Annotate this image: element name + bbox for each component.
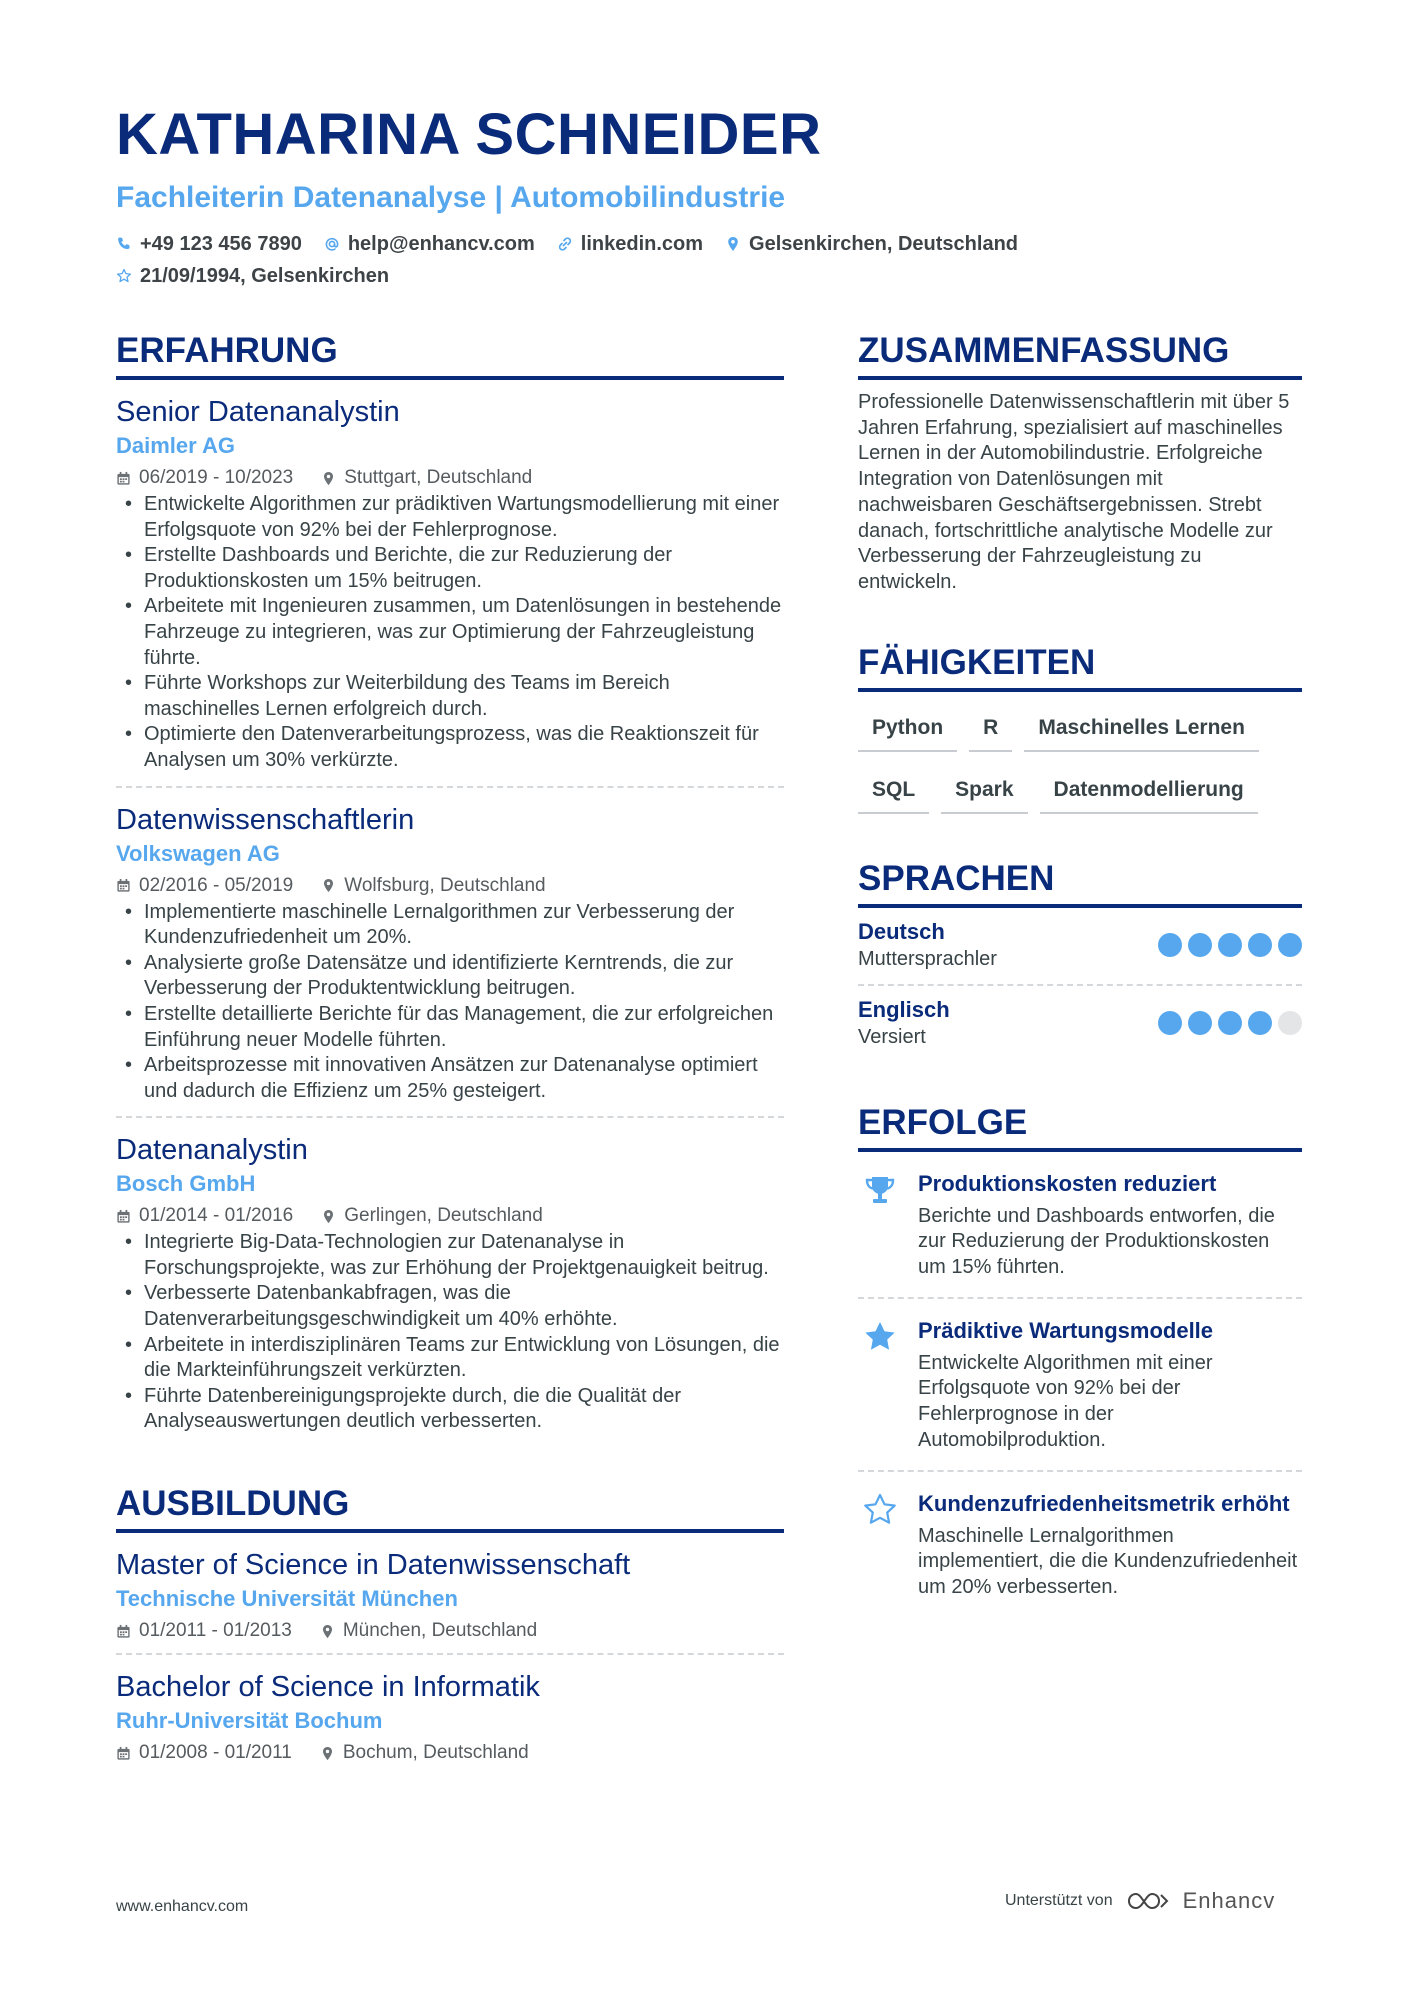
job-dates [116, 874, 293, 898]
phone-text: +49 123 456 7890 [140, 233, 302, 255]
achievement-item [858, 1299, 1302, 1472]
edu-meta [116, 1741, 784, 1765]
calendar-icon [116, 878, 131, 893]
phone-icon [116, 236, 132, 252]
rating-dot [1248, 933, 1272, 957]
job-location [321, 874, 545, 898]
bullet-item: • Entwickelte Algorithmen zur prädiktiven Wartungsmodellierung mit einer Erfolgsquote von 92% bei der Fehlerprognose. [116, 492, 784, 543]
rating-dot [1248, 1011, 1272, 1035]
contact-location [725, 232, 1018, 256]
job-meta [116, 466, 784, 490]
experience-item [116, 380, 784, 788]
languages-list [858, 908, 1302, 1062]
resume-header [116, 100, 1306, 288]
language-item [858, 908, 1302, 986]
bullet-item: • Führte Datenbereinigungsprojekte durch, die die Qualität der Analyseauswertungen deutlich verbesserten. [116, 1384, 784, 1435]
left-column [116, 330, 784, 1775]
bullet-item: • Arbeitsprozesse mit innovativen Ansätzen zur Datenanalyse optimiert und dadurch die Effizienz um 25% gesteigert. [116, 1053, 784, 1104]
bullet-item: • Arbeitete mit Ingenieuren zusammen, um Datenlösungen in bestehende Fahrzeuge zu integrieren, was zur Optimierung der Fahrzeugleistung führte. [116, 594, 784, 671]
rating-dot [1158, 1011, 1182, 1035]
language-name: Englisch [858, 996, 950, 1022]
dates-text: 01/2014 - 01/2016 [139, 1205, 294, 1227]
link-icon [557, 236, 573, 252]
skill-tag: R [969, 708, 1012, 752]
job-title: Datenwissenschaftlerin [116, 803, 415, 836]
star-outline-icon [116, 268, 132, 284]
contact-list [116, 232, 1096, 288]
dates-text: 01/2008 - 01/2011 [139, 1742, 292, 1764]
bullet-item: • Erstellte Dashboards und Berichte, die zur Reduzierung der Produktionskosten um 15% beitrugen. [116, 543, 784, 594]
location-text: Bochum, Deutschland [342, 1742, 529, 1764]
degree-title: Bachelor of Science in Informatik [116, 1671, 540, 1704]
job-location [321, 466, 532, 490]
trophy-icon [858, 1170, 902, 1281]
powered-by-text: Unterstützt von [1005, 1892, 1113, 1909]
language-rating [1158, 933, 1302, 957]
location-pin-icon [321, 1209, 336, 1224]
language-rating [1158, 1011, 1302, 1035]
company-name: Daimler AG [116, 433, 236, 458]
contact-phone[interactable] [116, 232, 302, 256]
birth-text: 21/09/1994, Gelsenkirchen [140, 265, 390, 287]
trophy-icon [862, 1172, 898, 1208]
job-meta [116, 1204, 784, 1228]
skills-list [858, 708, 1298, 814]
dates-text: 01/2011 - 01/2013 [139, 1620, 292, 1642]
bullet-item: • Analysierte große Datensätze und identifizierte Kerntrends, die zur Verbesserung der Produktentwicklung beitrugen. [116, 951, 784, 1002]
star-outline-icon [858, 1490, 902, 1601]
bullet-item: • Führte Workshops zur Weiterbildung des Teams im Bereich maschinelles Lernen erfolgreich durch. [116, 671, 784, 722]
candidate-headline: Fachleiterin Datenanalyse | Automobilindustrie [116, 181, 786, 214]
summary-text: Professionelle Datenwissenschaftlerin mit über 5 Jahren Erfahrung, spezialisiert auf maschinelles Lernen in der Automobilindustrie. Erfolgreiche Integration von Datenlösungen mit nachweisbaren Geschäftsergebnissen. Strebt danach, fortschrittliche analytische Modelle zur Verbesserung der Fahrzeugleistung zu entwickeln. [858, 391, 1290, 593]
skill-tag: Spark [941, 770, 1027, 814]
location-pin-icon [320, 1624, 335, 1639]
location-text: Wolfsburg, Deutschland [344, 874, 546, 896]
job-title: Senior Datenanalystin [116, 396, 400, 428]
location-pin-icon [725, 236, 741, 252]
experience-item [116, 788, 784, 1119]
enhancv-logo-icon [1125, 1889, 1171, 1913]
star-outline-icon [862, 1492, 898, 1528]
rating-dot [1218, 1011, 1242, 1035]
calendar-icon [116, 1624, 131, 1639]
bullet-item: • Optimierte den Datenverarbeitungsprozess, was die Reaktionszeit für Analysen um 30% verkürzte. [116, 722, 784, 773]
bullet-item: • Implementierte maschinelle Lernalgorithmen zur Verbesserung der Kundenzufriedenheit um 20%. [116, 900, 784, 951]
company-name: Volkswagen AG [116, 840, 280, 866]
job-location [321, 1204, 543, 1228]
job-dates [116, 1204, 293, 1228]
email-text: help@enhancv.com [347, 233, 535, 255]
bullet-item: • Verbesserte Datenbankabfragen, was die Datenverarbeitungsgeschwindigkeit um 40% erhöhte. [116, 1281, 784, 1332]
linkedin-text: linkedin.com [580, 233, 704, 255]
job-bullets [116, 492, 784, 774]
skill-tag: Datenmodellierung [1040, 770, 1258, 814]
candidate-name: KATHARINA SCHNEIDER [116, 102, 822, 167]
achievement-title: Kundenzufriedenheitsmetrik erhöht [918, 1490, 1290, 1516]
edu-location [320, 1741, 529, 1765]
job-dates [116, 466, 293, 490]
language-level: Versiert [858, 1025, 926, 1048]
location-pin-icon [321, 471, 336, 486]
contact-email[interactable] [324, 232, 535, 256]
language-level: Muttersprachler [858, 947, 997, 970]
achievement-desc: Berichte und Dashboards entworfen, die zur Reduzierung der Produktionskosten um 15% führten. [918, 1204, 1275, 1279]
job-meta [116, 874, 784, 898]
star-filled-icon [862, 1319, 898, 1355]
school-name: Ruhr-Universität Bochum [116, 1708, 383, 1734]
achievement-item [858, 1152, 1302, 1299]
bullet-item: • Arbeitete in interdisziplinären Teams zur Entwicklung von Lösungen, die die Markteinführungszeit verkürzten. [116, 1333, 784, 1384]
job-bullets [116, 1230, 784, 1435]
edu-dates [116, 1619, 292, 1643]
bullet-item: • Integrierte Big-Data-Technologien zur Datenanalyse in Forschungsprojekte, was zur Erhöhung der Projektgenauigkeit beitrug. [116, 1230, 784, 1281]
experience-heading: ERFAHRUNG [116, 330, 784, 380]
location-text: Gelsenkirchen, Deutschland [749, 233, 1019, 255]
achievement-title: Prädiktive Wartungsmodelle [918, 1317, 1214, 1343]
location-text: Gerlingen, Deutschland [344, 1205, 543, 1227]
achievement-desc: Entwickelte Algorithmen mit einer Erfolgsquote von 92% bei der Fehlerprognose in der Automobilproduktion. [918, 1351, 1213, 1451]
contact-linkedin[interactable] [557, 232, 703, 256]
achievement-desc: Maschinelle Lernalgorithmen implementiert, die die Kundenzufriedenheit um 20% verbesserten. [918, 1524, 1298, 1598]
right-column [858, 330, 1302, 1617]
footer-website[interactable]: www.enhancv.com [116, 1898, 249, 1915]
experience-list [116, 380, 784, 1447]
languages-heading: SPRACHEN [858, 858, 1302, 908]
rating-dot [1278, 933, 1302, 957]
job-bullets [116, 900, 784, 1105]
education-item [116, 1655, 784, 1775]
experience-item [116, 1118, 784, 1447]
summary-heading: ZUSAMMENFASSUNG [858, 330, 1302, 380]
company-name: Bosch GmbH [116, 1171, 256, 1197]
achievement-item [858, 1472, 1302, 1617]
edu-dates [116, 1741, 292, 1765]
school-name: Technische Universität München [116, 1586, 458, 1612]
achievement-title: Produktionskosten reduziert [918, 1170, 1217, 1196]
rating-dot [1188, 1011, 1212, 1035]
language-item [858, 986, 1302, 1062]
location-pin-icon [320, 1746, 335, 1761]
language-name: Deutsch [858, 918, 945, 944]
skill-tag: SQL [858, 770, 929, 814]
job-title: Datenanalystin [116, 1134, 308, 1167]
brand-name: Enhancv [1182, 1888, 1276, 1913]
location-pin-icon [321, 878, 336, 893]
bullet-item: • Erstellte detaillierte Berichte für das Management, die zur erfolgreichen Einführung neuer Modelle führten. [116, 1002, 784, 1053]
location-text: München, Deutschland [342, 1620, 538, 1642]
rating-dot [1158, 933, 1182, 957]
rating-dot [1278, 1011, 1302, 1035]
rating-dot [1218, 933, 1242, 957]
rating-dot [1188, 933, 1212, 957]
star-filled-icon [858, 1317, 902, 1454]
calendar-icon [116, 471, 131, 486]
skills-heading: FÄHIGKEITEN [858, 642, 1302, 692]
dates-text: 02/2016 - 05/2019 [139, 874, 294, 896]
dates-text: 06/2019 - 10/2023 [139, 467, 294, 488]
achievements-list [858, 1152, 1302, 1617]
education-list [116, 1533, 784, 1775]
achievements-heading: ERFOLGE [858, 1102, 1302, 1152]
calendar-icon [116, 1746, 131, 1761]
edu-meta [116, 1619, 784, 1643]
education-heading: AUSBILDUNG [116, 1483, 784, 1533]
degree-title: Master of Science in Datenwissenschaft [116, 1549, 631, 1582]
skill-tag: Python [858, 708, 957, 752]
skill-tag: Maschinelles Lernen [1024, 708, 1259, 752]
calendar-icon [116, 1209, 131, 1224]
footer-branding [1005, 1888, 1275, 1914]
at-icon [324, 236, 340, 252]
location-text: Stuttgart, Deutschland [344, 467, 533, 488]
edu-location [320, 1619, 537, 1643]
contact-birth [116, 264, 389, 288]
education-item [116, 1533, 784, 1655]
